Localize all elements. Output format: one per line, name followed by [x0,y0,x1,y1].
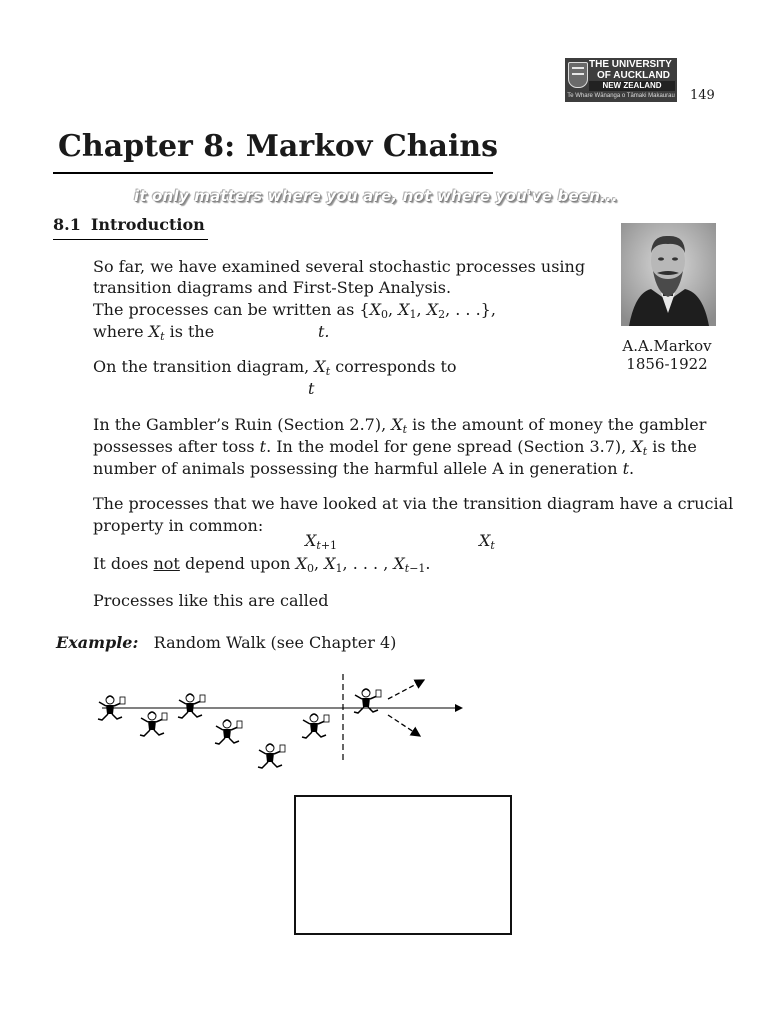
called-line: Processes like this are called [93,591,329,610]
portrait-caption-years: 1856-1922 [626,355,708,373]
markov-portrait [621,223,716,326]
chapter-title: Chapter 8: Markov Chains [58,129,499,164]
answer-box [294,795,512,935]
property-line-2: property in common: [93,516,264,535]
diagram-t: t [308,379,315,398]
property-line-1: The processes that we have looked at via the transition diagram have a crucial [93,494,734,513]
intro-line-1: So far, we have examined several stochastic processes using [93,257,586,276]
gambler-line-2: possesses after toss t. In the model for gene spread (Section 3.7), $X_t$ is the [93,437,697,458]
page-number: 149 [690,88,715,103]
intro-line-3: The processes can be written as {$X_0$, $X_1$, $X_2$, . . .}, [93,300,496,321]
university-logo [565,58,677,102]
gambler-line-3: number of animals possessing the harmful allele A in generation t. [93,459,635,478]
crest-icon [568,62,588,88]
diagram-line: On the transition diagram, $X_t$ corresponds to [93,357,457,378]
section-rule [53,239,208,240]
example-text: Random Walk (see Chapter 4) [153,633,397,652]
section-number: 8.1 [53,215,81,234]
property-x-t: $X_t$ [479,531,495,552]
example-label: Example: [56,633,139,652]
intro-line-4-t: t. [318,322,330,341]
intro-line-2: transition diagrams and First-Step Analysis. [93,278,452,297]
logo-line-1: THE UNIVERSITY [589,59,672,70]
logo-line-2: OF AUCKLAND [597,70,670,81]
intro-line-4: where $X_t$ is the [93,322,215,343]
example-line [56,632,396,653]
section-title: Introduction [90,215,205,234]
portrait-caption-name: A.A.Markov [622,337,712,355]
logo-line-4: Te Whare Wānanga o Tāmaki Makaurau [567,93,675,99]
random-walk-figure [92,672,472,780]
depend-line: It does not depend upon $X_0$, $X_1$, . . . , $X_{t-1}$. [93,554,431,575]
chapter-rule [53,172,493,174]
chapter-tagline: it only matters where you are, not where you've been... [134,187,618,205]
logo-line-3: NEW ZEALAND [589,81,675,91]
gambler-line-1: In the Gambler’s Ruin (Section 2.7), $X_t$ is the amount of money the gambler [93,415,707,436]
section-heading [53,215,205,235]
property-x-t-plus-1: $X_{t+1}$ [305,531,338,552]
